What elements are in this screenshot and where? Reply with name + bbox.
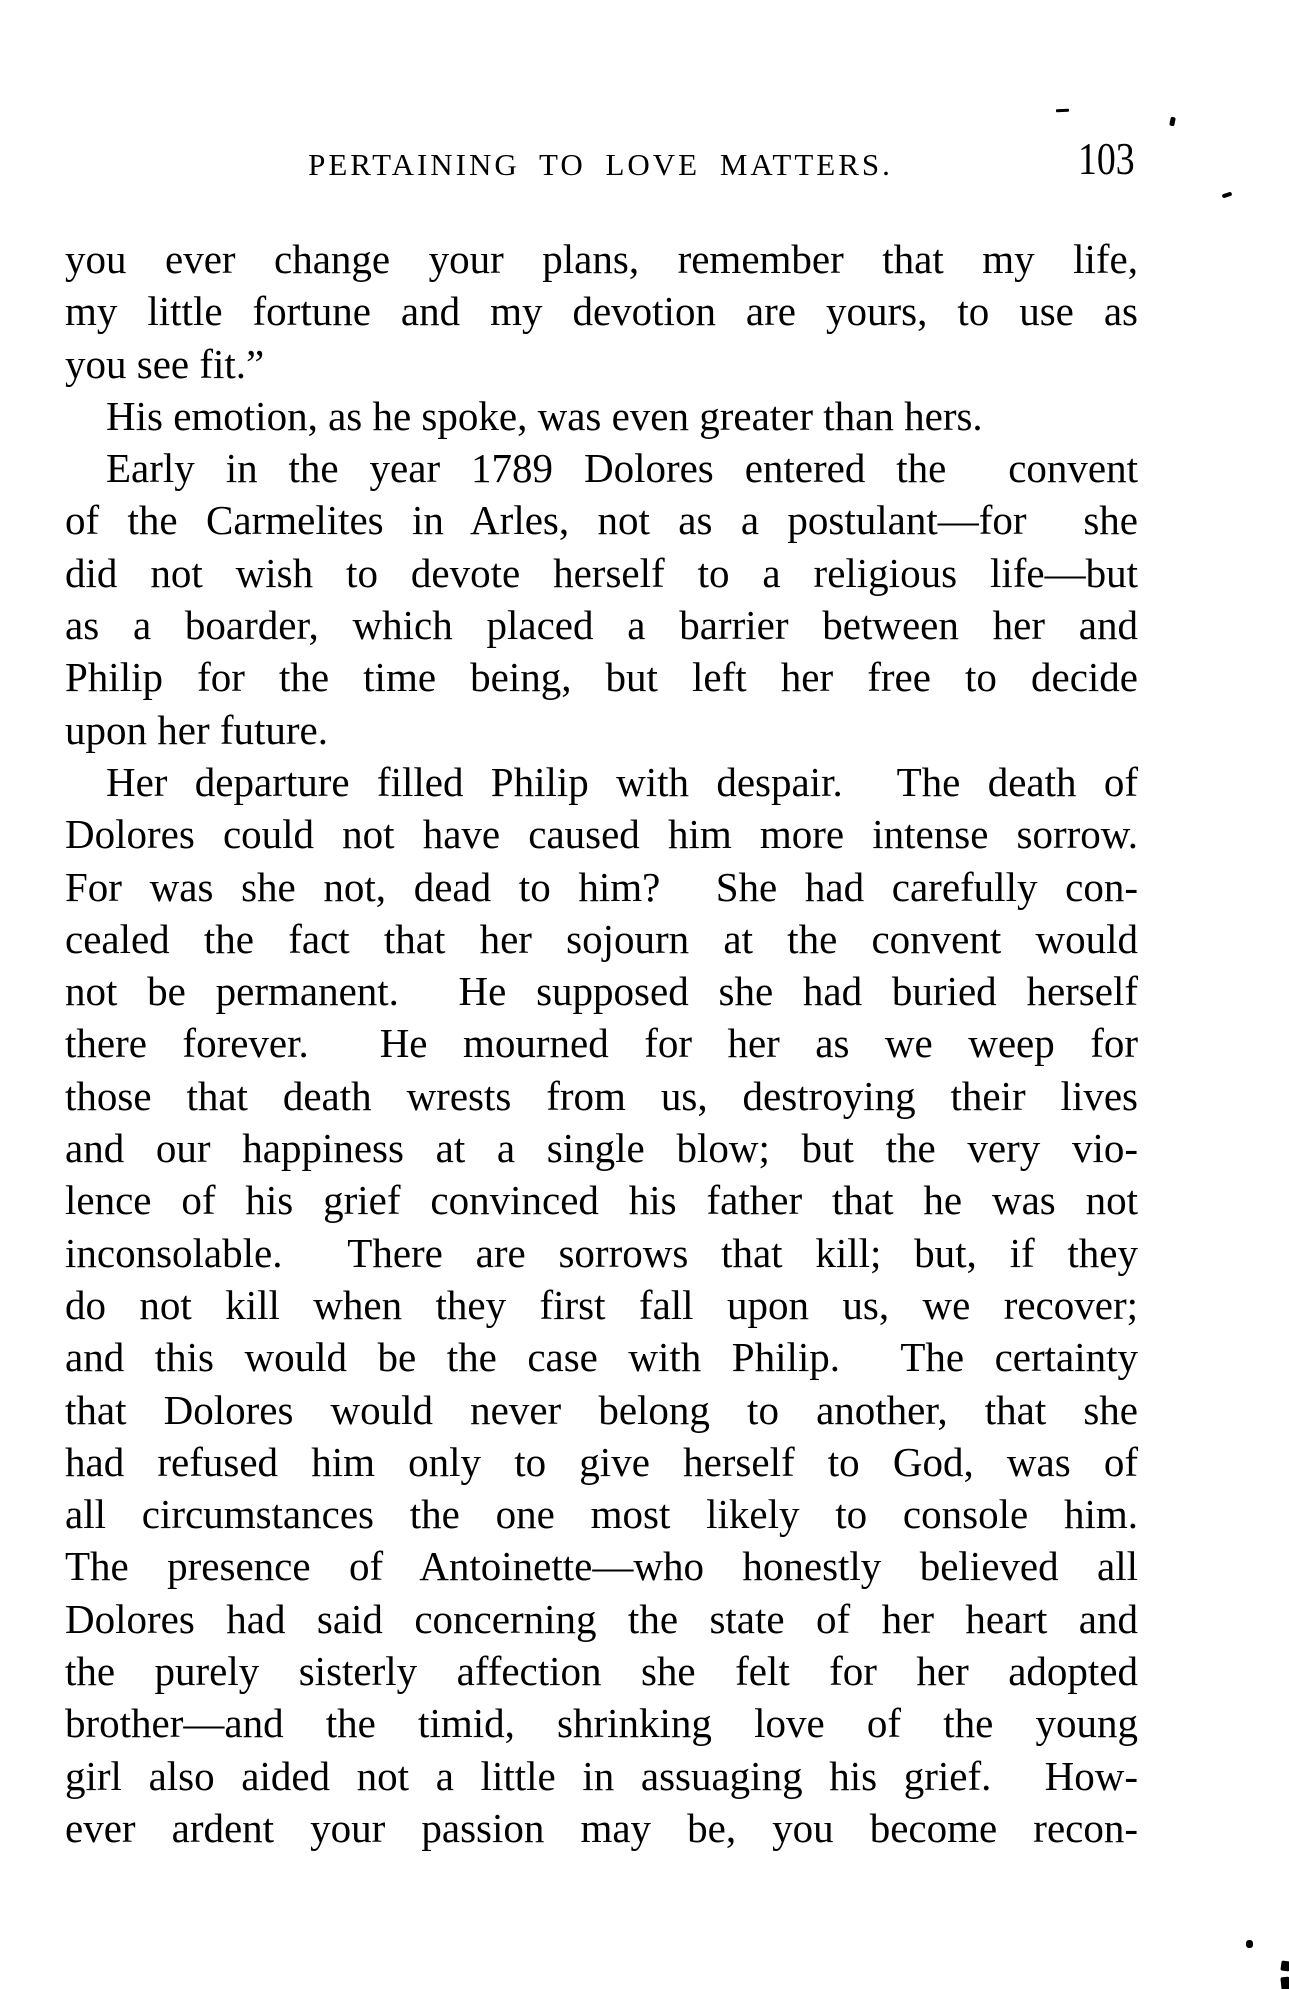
text-line: For was she not, dead to him? She had carefully con- (65, 863, 1138, 910)
text-line: the purely sisterly affection she felt for her adopted (65, 1648, 1138, 1695)
page-number: 103 (1078, 134, 1135, 184)
text-line: that Dolores would never belong to another, that she (65, 1386, 1138, 1433)
text-line: and our happiness at a single blow; but the very vio- (65, 1125, 1138, 1172)
text-line: girl also aided not a little in assuaging his grief. How- (65, 1752, 1138, 1799)
text-line: of the Carmelites in Arles, not as a postulant—for she (65, 497, 1138, 544)
text-line: do not kill when they first fall upon us, we recover; (65, 1281, 1138, 1328)
text-line: you ever change your plans, remember that my life, (65, 236, 1138, 282)
text-line: not be permanent. He supposed she had buried herself (65, 968, 1138, 1015)
text-line: all circumstances the one most likely to console him. (65, 1491, 1138, 1538)
text-line: Her departure filled Philip with despair. The death of (106, 758, 1138, 805)
text-line: The presence of Antoinette—who honestly believed all (65, 1543, 1138, 1590)
text-line: Philip for the time being, but left her free to decide (65, 654, 1138, 701)
speck-edge-upper (1280, 1960, 1289, 1971)
text-line: you see fit.” (65, 340, 265, 387)
text-line: there forever. He mourned for her as we weep for (65, 1020, 1138, 1067)
text-line: Dolores could not have caused him more intense sorrow. (65, 811, 1138, 858)
speck-dash-top (1056, 109, 1069, 113)
text-line: had refused him only to give herself to God, was of (65, 1438, 1138, 1485)
text-line: ever ardent your passion may be, you become recon- (65, 1804, 1138, 1851)
text-line: cealed the fact that her sojourn at the convent would (65, 915, 1138, 962)
text-line: Early in the year 1789 Dolores entered the convent (106, 445, 1138, 492)
text-line: as a boarder, which placed a barrier between her and (65, 602, 1138, 649)
speck-fleck-top (1169, 117, 1176, 127)
text-line: brother—and the timid, shrinking love of the young (65, 1700, 1138, 1747)
text-line: my little fortune and my devotion are yours, to use as (65, 288, 1138, 335)
text-line: inconsolable. There are sorrows that kill; but, if they (65, 1229, 1138, 1276)
speck-edge-lower (1280, 1977, 1289, 1989)
text-line: did not wish to devote herself to a religious life—but (65, 549, 1138, 596)
speck-tick-right (1222, 192, 1233, 199)
text-line: and this would be the case with Philip. The certainty (65, 1334, 1138, 1381)
body-text-block (65, 233, 1138, 1854)
running-head-title: PERTAINING TO LOVE MATTERS. (308, 147, 893, 182)
text-line: upon her future. (65, 706, 328, 753)
text-line: His emotion, as he spoke, was even greater than hers. (106, 392, 983, 439)
speck-dot-bottom (1246, 1940, 1253, 1948)
text-line: those that death wrests from us, destroying their lives (65, 1072, 1138, 1119)
text-line: Dolores had said concerning the state of her heart and (65, 1595, 1138, 1642)
text-line: lence of his grief convinced his father that he was not (65, 1177, 1138, 1224)
